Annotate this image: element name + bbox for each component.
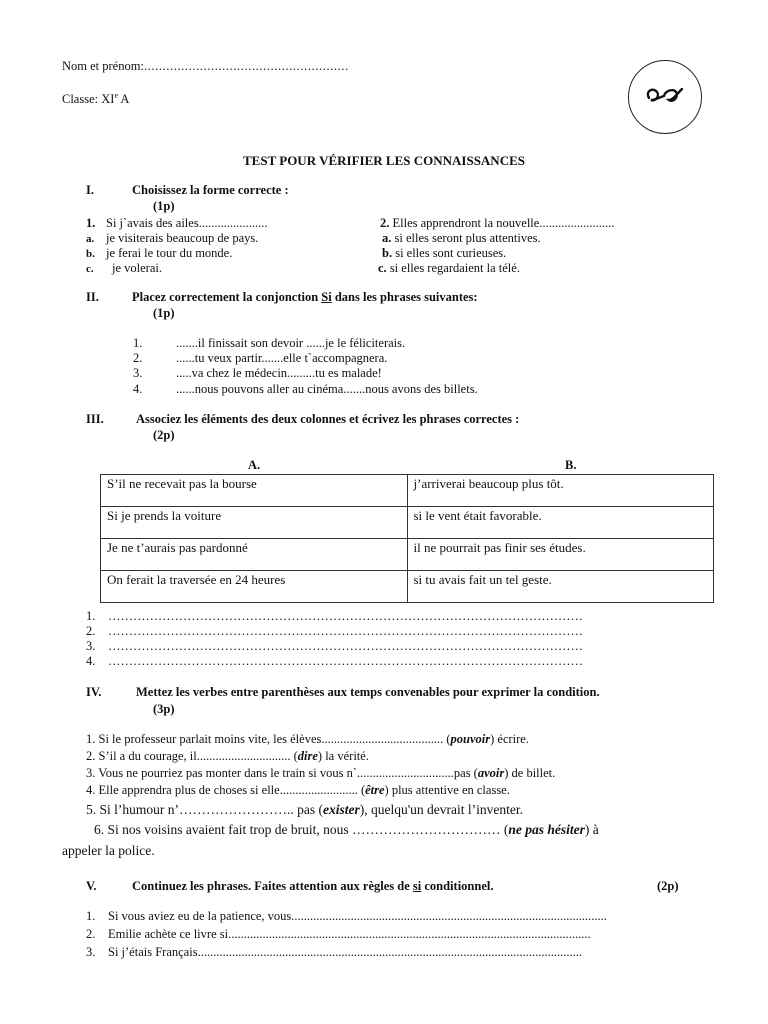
table-row xyxy=(101,507,714,539)
cell-b: si tu avais fait un tel geste. xyxy=(407,571,714,603)
s1-left-1-label: 1. xyxy=(86,216,96,230)
table-row xyxy=(101,539,714,571)
s1-right-b-label: b. xyxy=(382,246,393,260)
section3-points: (2p) xyxy=(153,428,175,442)
cell-b: j’arriverai beaucoup plus tôt. xyxy=(407,475,714,507)
cell-a: S’il ne recevait pas la bourse xyxy=(101,475,408,507)
s5-item-1[interactable] xyxy=(86,909,607,924)
section2-heading xyxy=(132,290,478,305)
col-b-header: B. xyxy=(565,458,577,472)
col-a-header: A. xyxy=(248,458,261,472)
answer-line-1-n: 1. xyxy=(86,609,96,623)
s2-item-3-n: 3. xyxy=(133,366,143,380)
section2-points: (1p) xyxy=(153,306,175,320)
s1-right-2-label: 2. xyxy=(380,216,390,230)
cell-b: si le vent était favorable. xyxy=(407,507,714,539)
s4-item-5-post: ), quelqu'un devrait l’inventer. xyxy=(359,802,524,817)
section2-heading-post: dans les phrases suivantes: xyxy=(331,290,478,304)
answer-line-3-dots: …………………………………………………………………………………………………… xyxy=(108,639,583,653)
answer-line-4[interactable] xyxy=(86,654,583,669)
answer-line-2-n: 2. xyxy=(86,624,96,638)
s1-left-c-label: c. xyxy=(86,263,94,275)
glasses-icon xyxy=(629,61,701,133)
s4-item-4-pre: 4. Elle apprendra plus de choses si elle......................... ( xyxy=(86,783,366,797)
section1-heading: Choisissez la forme correcte : xyxy=(132,183,289,197)
s5-item-1-n: 1. xyxy=(86,909,96,923)
s1-left-a xyxy=(86,231,258,246)
s4-item-3-verb: avoir xyxy=(477,766,505,780)
s1-right-a xyxy=(382,231,541,246)
s1-right-a-label: a. xyxy=(382,231,392,245)
section3-heading: Associez les éléments des deux colonnes et écrivez les phrases correctes : xyxy=(136,412,520,426)
answer-line-4-dots: …………………………………………………………………………………………………… xyxy=(108,654,583,668)
glasses-logo xyxy=(628,60,702,134)
section4-heading: Mettez les verbes entre parenthèses aux temps convenables pour exprimer la condition. xyxy=(136,685,600,699)
section5-heading-pre: Continuez les phrases. Faites attention aux règles de xyxy=(132,879,413,893)
s1-left-1-text: Si j`avais des ailes...................... xyxy=(106,216,268,230)
section2-heading-pre: Placez correctement la conjonction xyxy=(132,290,322,304)
answer-line-4-n: 4. xyxy=(86,654,96,668)
s1-right-c-label: c. xyxy=(378,261,387,275)
answer-line-1[interactable] xyxy=(86,609,583,624)
class-suffix: A xyxy=(118,92,130,107)
section5-heading-post: conditionnel. xyxy=(421,879,494,893)
section2-roman: II. xyxy=(86,290,99,304)
section5-roman: V. xyxy=(86,879,97,893)
class-sup: e xyxy=(114,91,118,100)
answer-line-3[interactable] xyxy=(86,639,583,654)
s4-item-6-verb: ne pas hésiter xyxy=(508,822,585,837)
page-title: TEST POUR VÉRIFIER LES CONNAISSANCES xyxy=(243,153,525,168)
cell-b: il ne pourrait pas finir ses études. xyxy=(407,539,714,571)
s4-item-4-post: ) plus attentive en classe. xyxy=(384,783,510,797)
section1-points: (1p) xyxy=(153,199,175,213)
s4-item-1-post: ) écrire. xyxy=(490,732,529,746)
s4-item-4-verb: être xyxy=(365,783,385,797)
s2-item-3-text: .....va chez le médecin.........tu es malade! xyxy=(176,366,382,380)
answer-line-2[interactable] xyxy=(86,624,583,639)
s1-right-c xyxy=(378,261,520,276)
s1-left-b xyxy=(86,246,232,261)
name-line xyxy=(62,59,349,74)
s4-item-6-continuation: appeler la police. xyxy=(62,843,155,858)
s2-item-1 xyxy=(133,336,405,351)
s1-right-b-text: si elles sont curieuses. xyxy=(395,246,507,260)
s1-left-c-text: je volerai. xyxy=(112,261,162,275)
s2-item-1-text: .......il finissait son devoir ......je le féliciterais. xyxy=(176,336,406,350)
s1-right-c-text: si elles regardaient la télé. xyxy=(389,261,520,275)
cell-a: On ferait la traversée en 24 heures xyxy=(101,571,408,603)
s1-left-a-label: a. xyxy=(86,233,95,245)
s1-right-2 xyxy=(380,216,614,231)
section5-points: (2p) xyxy=(657,879,679,893)
s4-item-5 xyxy=(86,802,523,818)
cell-a: Je ne t’aurais pas pardonné xyxy=(101,539,408,571)
section4-roman: IV. xyxy=(86,685,102,699)
association-table xyxy=(100,474,714,603)
cell-a: Si je prends la voiture xyxy=(101,507,408,539)
class-line xyxy=(62,91,129,107)
answer-line-1-dots: …………………………………………………………………………………………………… xyxy=(108,609,583,623)
s4-item-6-pre: 6. Si nos voisins avaient fait trop de bruit, nous …………………………… ( xyxy=(94,822,509,837)
s5-item-3-n: 3. xyxy=(86,945,96,959)
s4-item-2-verb: dire xyxy=(297,749,318,763)
table-row xyxy=(101,571,714,603)
s1-right-b xyxy=(382,246,506,261)
s5-item-3-text: Si j’étais Français........................................................................................................................... xyxy=(108,945,582,959)
section4-points: (3p) xyxy=(153,702,175,716)
section1-roman: I. xyxy=(86,183,94,197)
s1-left-1 xyxy=(86,216,267,231)
answer-line-3-n: 3. xyxy=(86,639,96,653)
s5-item-2[interactable] xyxy=(86,927,591,942)
name-dots: ....................................................... xyxy=(143,59,349,73)
section5-heading xyxy=(132,879,493,894)
s4-item-6 xyxy=(94,822,599,838)
s4-item-3-pre: 3. Vous ne pourriez pas monter dans le train si vous n`...............................pas ( xyxy=(86,766,478,780)
s4-item-3 xyxy=(86,766,555,781)
s4-item-3-post: ) de billet. xyxy=(504,766,556,780)
s4-item-1-verb: pouvoir xyxy=(450,732,491,746)
s1-right-2-text: Elles apprendront la nouvelle........................ xyxy=(392,216,615,230)
s4-item-4 xyxy=(86,783,510,798)
s4-item-5-verb: exister xyxy=(323,802,360,817)
s5-item-1-text: Si vous aviez eu de la patience, vous..................................................................................................... xyxy=(108,909,607,923)
s5-item-2-text: Emilie achète ce livre si.................................................................................................................... xyxy=(108,927,591,941)
s2-item-2 xyxy=(133,351,387,366)
s4-item-1-pre: 1. Si le professeur parlait moins vite, les élèves....................................... ( xyxy=(86,732,451,746)
s2-item-2-text: ......tu veux partir.......elle t`accompagnera. xyxy=(176,351,388,365)
answer-line-2-dots: …………………………………………………………………………………………………… xyxy=(108,624,583,638)
s2-item-3 xyxy=(133,366,382,381)
s2-item-4 xyxy=(133,382,478,397)
s4-item-1 xyxy=(86,732,529,747)
s1-right-a-text: si elles seront plus attentives. xyxy=(394,231,541,245)
s2-item-4-n: 4. xyxy=(133,382,143,396)
table-row xyxy=(101,475,714,507)
s5-item-2-n: 2. xyxy=(86,927,96,941)
s1-left-b-text: je ferai le tour du monde. xyxy=(106,246,233,260)
s4-item-2-pre: 2. S’il a du courage, il.............................. ( xyxy=(86,749,298,763)
name-label: Nom et prénom: xyxy=(62,59,144,73)
section5-heading-si: si xyxy=(412,879,422,893)
s1-left-b-label: b. xyxy=(86,248,95,260)
s4-item-6-post: ) à xyxy=(584,822,599,837)
s4-item-2-post: ) la vérité. xyxy=(317,749,369,763)
s5-item-3[interactable] xyxy=(86,945,582,960)
s2-item-4-text: ......nous pouvons aller au cinéma.......nous avons des billets. xyxy=(176,382,478,396)
s2-item-2-n: 2. xyxy=(133,351,143,365)
s1-left-c xyxy=(86,261,162,276)
s4-item-2 xyxy=(86,749,369,764)
s2-item-1-n: 1. xyxy=(133,336,143,350)
class-label: Classe: XI xyxy=(62,92,115,107)
s4-item-5-pre: 5. Si l’humour n’…………………….. pas ( xyxy=(86,802,323,817)
section3-roman: III. xyxy=(86,412,104,426)
section2-heading-si: Si xyxy=(321,290,332,304)
s1-left-a-text: je visiterais beaucoup de pays. xyxy=(106,231,259,245)
